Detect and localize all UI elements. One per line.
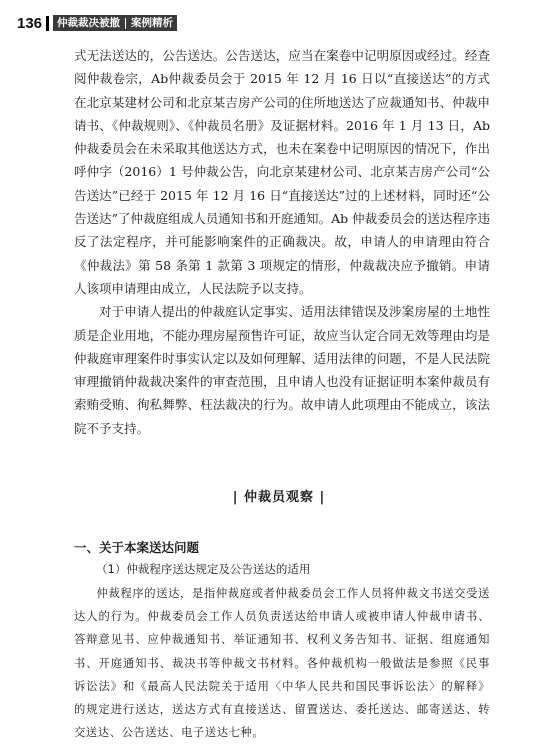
book-title: 仲裁裁决被撤: [57, 17, 121, 29]
paragraph-continued: 式无法送达的，公告送达。公告送达，应当在案卷中记明原因或经过。经查阅仲裁卷宗，Ab仲裁委员会于 2015 年 12 月 16 日以“直接送达”的方式在北京某建材公司和北京某吉房产公司的住所地送达了应裁通知书、仲裁申请书、《仲裁规则》、《仲裁员名册》及证据材料。2016 年 1 月 13 日，Ab仲裁委员会在未采取其他送达方式，也未在案卷中记明原因的情况下，作出呼仲字（2016）1 号仲裁公告，向北京某建材公司、北京某吉房产公司“公告送达”已经于 2015 年 12 月 16 日“直接送达”过的上述材料，同时还“公告送达”了仲裁庭组成人员通知书和开庭通知。Ab 仲裁委员会的送达程序违反了法定程序，并可能影响案件的正确裁决。故，申请人的申请理由符合《仲裁法》第 58 条第 1 款第 3 项规定的情形，仲裁裁决应予撤销。申请人该项申请理由成立，人民法院予以支持。: [74, 48, 490, 296]
heading-level-1: 一、关于本案送达问题: [74, 540, 200, 555]
heading-level-2: （1）仲裁程序送达规定及公告送达的适用: [96, 562, 311, 576]
body-text: [74, 44, 490, 440]
section-title: | 仲裁员观察 |: [232, 490, 326, 505]
header-divider-bar: [46, 16, 49, 31]
paragraph: 对于申请人提出的仲裁庭认定事实、适用法律错误及涉案房屋的土地性质是企业用地，不能办理房屋预售许可证，故应当认定合同无效等理由均是仲裁庭审理案件时事实认定以及如何理解、适用法律的问题，不是人民法院审理撤销仲裁裁决案件的审查范围，且申请人也没有证据证明本案仲裁员有索贿受贿、徇私舞弊、枉法裁决的行为。故申请人此项理由不能成立，该法院不予支持。: [74, 304, 490, 436]
header-separator: [125, 18, 126, 29]
analysis-text: [74, 582, 490, 744]
analysis-paragraph: 仲裁程序的送达，是指仲裁庭或者仲裁委员会工作人员将仲裁文书送交受送达人的行为。仲裁委员会工作人员负责送达给申请人或被申请人仲裁申请书、答辩意见书、应仲裁通知书、举证通知书、权利义务告知书、证据、组庭通知书、开庭通知书、裁决书等仲裁文书材料。各仲裁机构一般做法是参照《民事诉讼法》和《最高人民法院关于适用〈中华人民共和国民事诉讼法〉的解释》的规定进行送达，送达方式有直接送达、留置送达、委托送达、邮寄送达、转交送达、公告送达、电子送达七种。: [74, 587, 490, 740]
page-header: [0, 14, 558, 32]
section-label: 案例精析: [131, 17, 174, 29]
running-header-label: [53, 15, 177, 31]
page-number: 136: [17, 14, 43, 32]
